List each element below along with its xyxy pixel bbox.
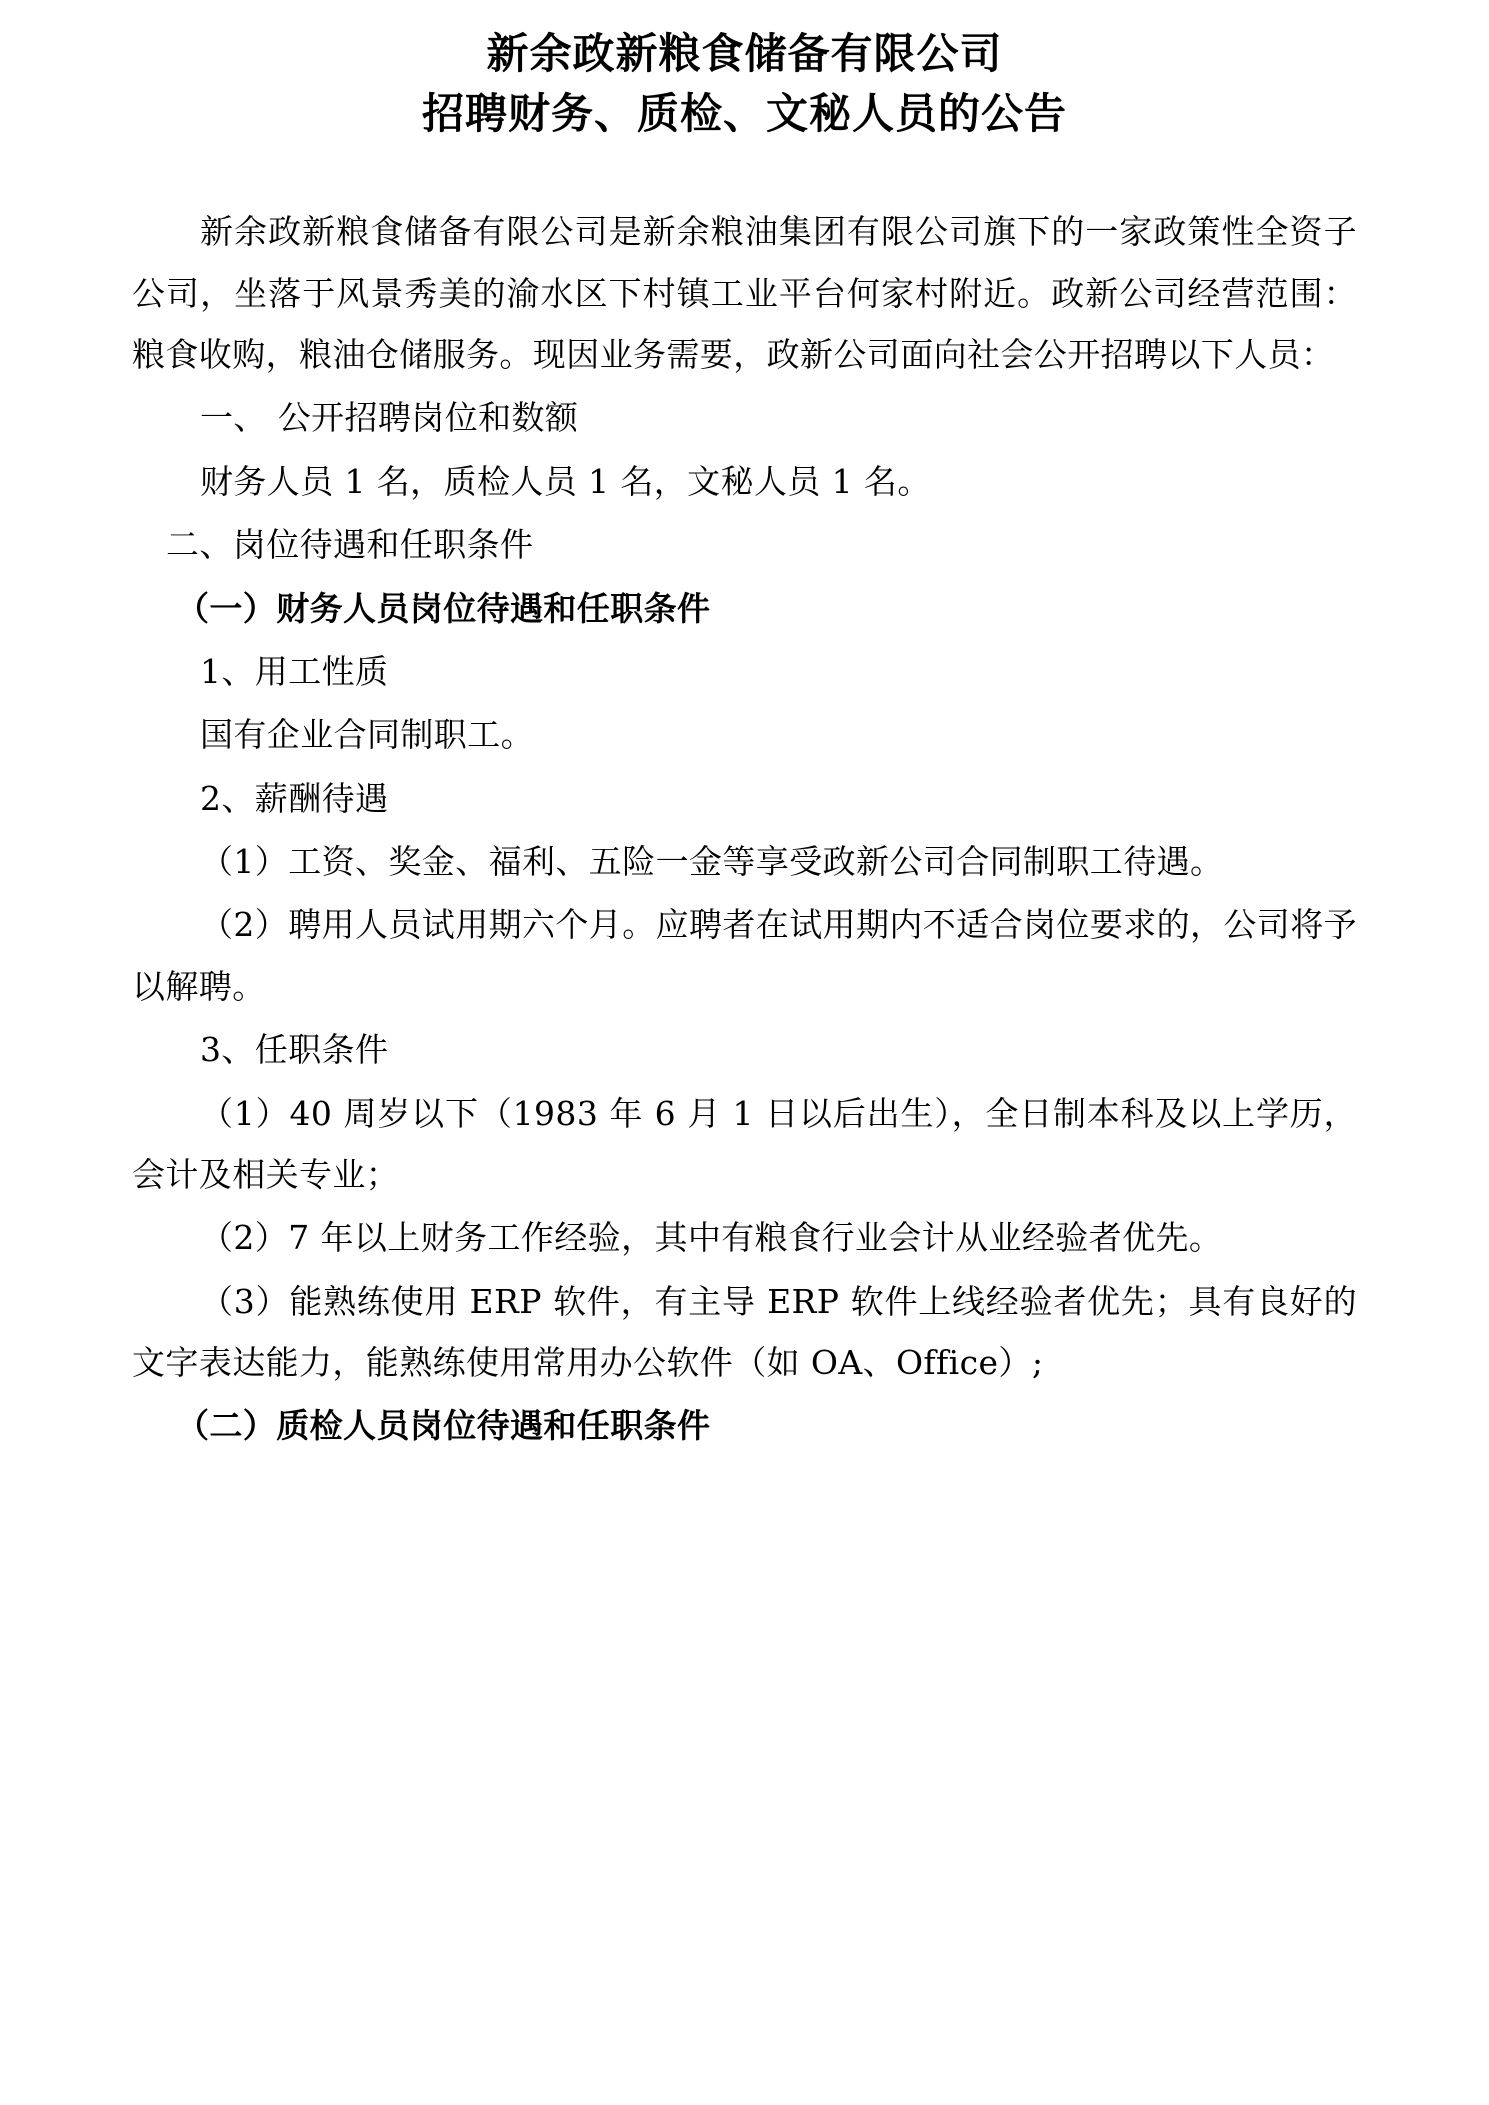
document-body bbox=[132, 201, 1357, 1457]
paragraph-intro: 新余政新粮食储备有限公司是新余粮油集团有限公司旗下的一家政策性全资子公司，坐落于风景秀美的渝水区下村镇工业平台何家村附近。政新公司经营范围：粮食收购，粮油仓储服务。现因业务需要，政新公司面向社会公开招聘以下人员： bbox=[132, 212, 1357, 374]
title-line-1: 新余政新粮食储备有限公司 bbox=[486, 29, 1003, 78]
paragraph-finance-2-2: （2）聘用人员试用期六个月。应聘者在试用期内不适合岗位要求的，公司将予以解聘。 bbox=[132, 905, 1357, 1006]
heading-quality: （二）质检人员岗位待遇和任职条件 bbox=[176, 1406, 711, 1446]
paragraph-finance-3-2: （2）7 年以上财务工作经验，其中有粮食行业会计从业经验者优先。 bbox=[200, 1218, 1223, 1258]
paragraph-finance-1-label: 1、用工性质 bbox=[200, 651, 389, 691]
paragraph-section-one: 一、 公开招聘岗位和数额 bbox=[200, 398, 579, 438]
paragraph-finance-3-1: （1）40 周岁以下（1983 年 6 月 1 日以后出生），全日制本科及以上学历，会计及相关专业； bbox=[132, 1093, 1357, 1194]
paragraph-finance-1-body: 国有企业合同制职工。 bbox=[200, 715, 534, 755]
heading-finance: （一）财务人员岗位待遇和任职条件 bbox=[176, 588, 711, 628]
paragraph-finance-3-3: （3）能熟练使用 ERP 软件，有主导 ERP 软件上线经验者优先；具有良好的文字表达能力，能熟练使用常用办公软件（如 OA、Office）; bbox=[132, 1281, 1357, 1382]
document-title bbox=[132, 24, 1357, 143]
paragraph-positions-count: 财务人员 1 名，质检人员 1 名，文秘人员 1 名。 bbox=[200, 461, 931, 501]
paragraph-finance-2-label: 2、薪酬待遇 bbox=[200, 778, 389, 818]
paragraph-finance-2-1: （1）工资、奖金、福利、五险一金等享受政新公司合同制职工待遇。 bbox=[200, 842, 1224, 881]
title-line-2: 招聘财务、质检、文秘人员的公告 bbox=[421, 88, 1067, 138]
paragraph-finance-3-label: 3、任职条件 bbox=[200, 1030, 389, 1070]
paragraph-section-two: 二、岗位待遇和任职条件 bbox=[166, 525, 534, 565]
